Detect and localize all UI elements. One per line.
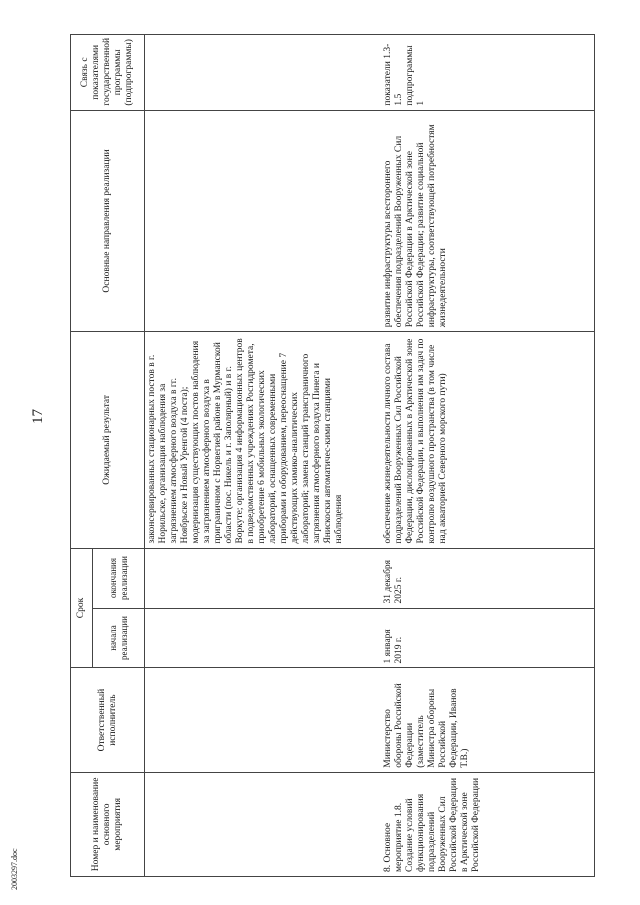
row-end: 31 декабря 2025 г.: [381, 548, 595, 608]
rotated-table-page: [70, 34, 595, 877]
header-start: начала реализации: [93, 608, 145, 668]
page-number: 17: [30, 409, 46, 424]
continuation-result: законсервированных стационарных постов в г. Норильске, организация наблюдения за загрязнением атмосферного воздуха в гг. Ноябрьске и Новый Уренгой (4 поста); модернизация существующих постов наблюдения за загрязнением атмосферного воздуха в приграничном с Норвегией районе в Мурманской области (пос. Никель и г. Заполярный) и в г. Воркуте; организация 4 информационных центров в подведомственных учреждениях Росгидромета, приобретение 6 мобильных экологических лабораторий, оснащенных современными приборами и оборудованием, переоснащение 7 действующих химико-аналитических лабораторий; замена станций трансграничного загрязнения атмосферного воздуха Пинега и Янискоски автоматичес-кими станциями наблюдения: [145, 332, 381, 548]
row-result: обеспечение жизнедеятельности личного состава подразделений Вооруженных Сил Российской Федерации, дислоцированных в Арктической зоне Российской Федерации, и выполнения им задач по контролю воздушного пространства (в том числе над акваторией Северного морского пути): [381, 332, 595, 548]
table-row: [381, 35, 595, 877]
row-link: показатели 1.3-1.5 подпрограммы 1: [381, 35, 595, 111]
row-name: Основное мероприятие 1.8. Создание условий функционирования подразделений Вооруженных Сил Российской Федерации в Арктической зоне Российской Федерации: [382, 777, 481, 872]
header-end: окончания реализации: [93, 548, 145, 608]
program-table: [70, 34, 595, 877]
header-result: Ожидаемый результат: [71, 332, 145, 548]
header-number-name: Номер и наименование основного мероприятия: [71, 772, 145, 876]
footer-code: 2003297.doc: [10, 848, 19, 890]
header-executor: Ответственный исполнитель: [71, 668, 145, 772]
row-directions: развитие инфраструктуры всестороннего обеспечения подразделений Вооруженных Сил Российской Федерации в Арктической зоне Российской Федерации; развитие социальной инфраструктуры, соответствующей потребностям жизнедеятельности: [381, 110, 595, 332]
row-start: 1 января 2019 г.: [381, 608, 595, 668]
header-link: Связь с показателями государственной программы (подпрограммы): [71, 35, 145, 111]
continuation-row: [145, 35, 381, 877]
row-number: 8.: [382, 864, 393, 872]
row-executor: Министерство обороны Российской Федерации (заместитель Министра обороны Российской Федерации, Иванов Т.В.): [381, 668, 595, 772]
header-directions: Основные направления реализации: [71, 110, 145, 332]
header-srok: Срок: [71, 548, 93, 668]
